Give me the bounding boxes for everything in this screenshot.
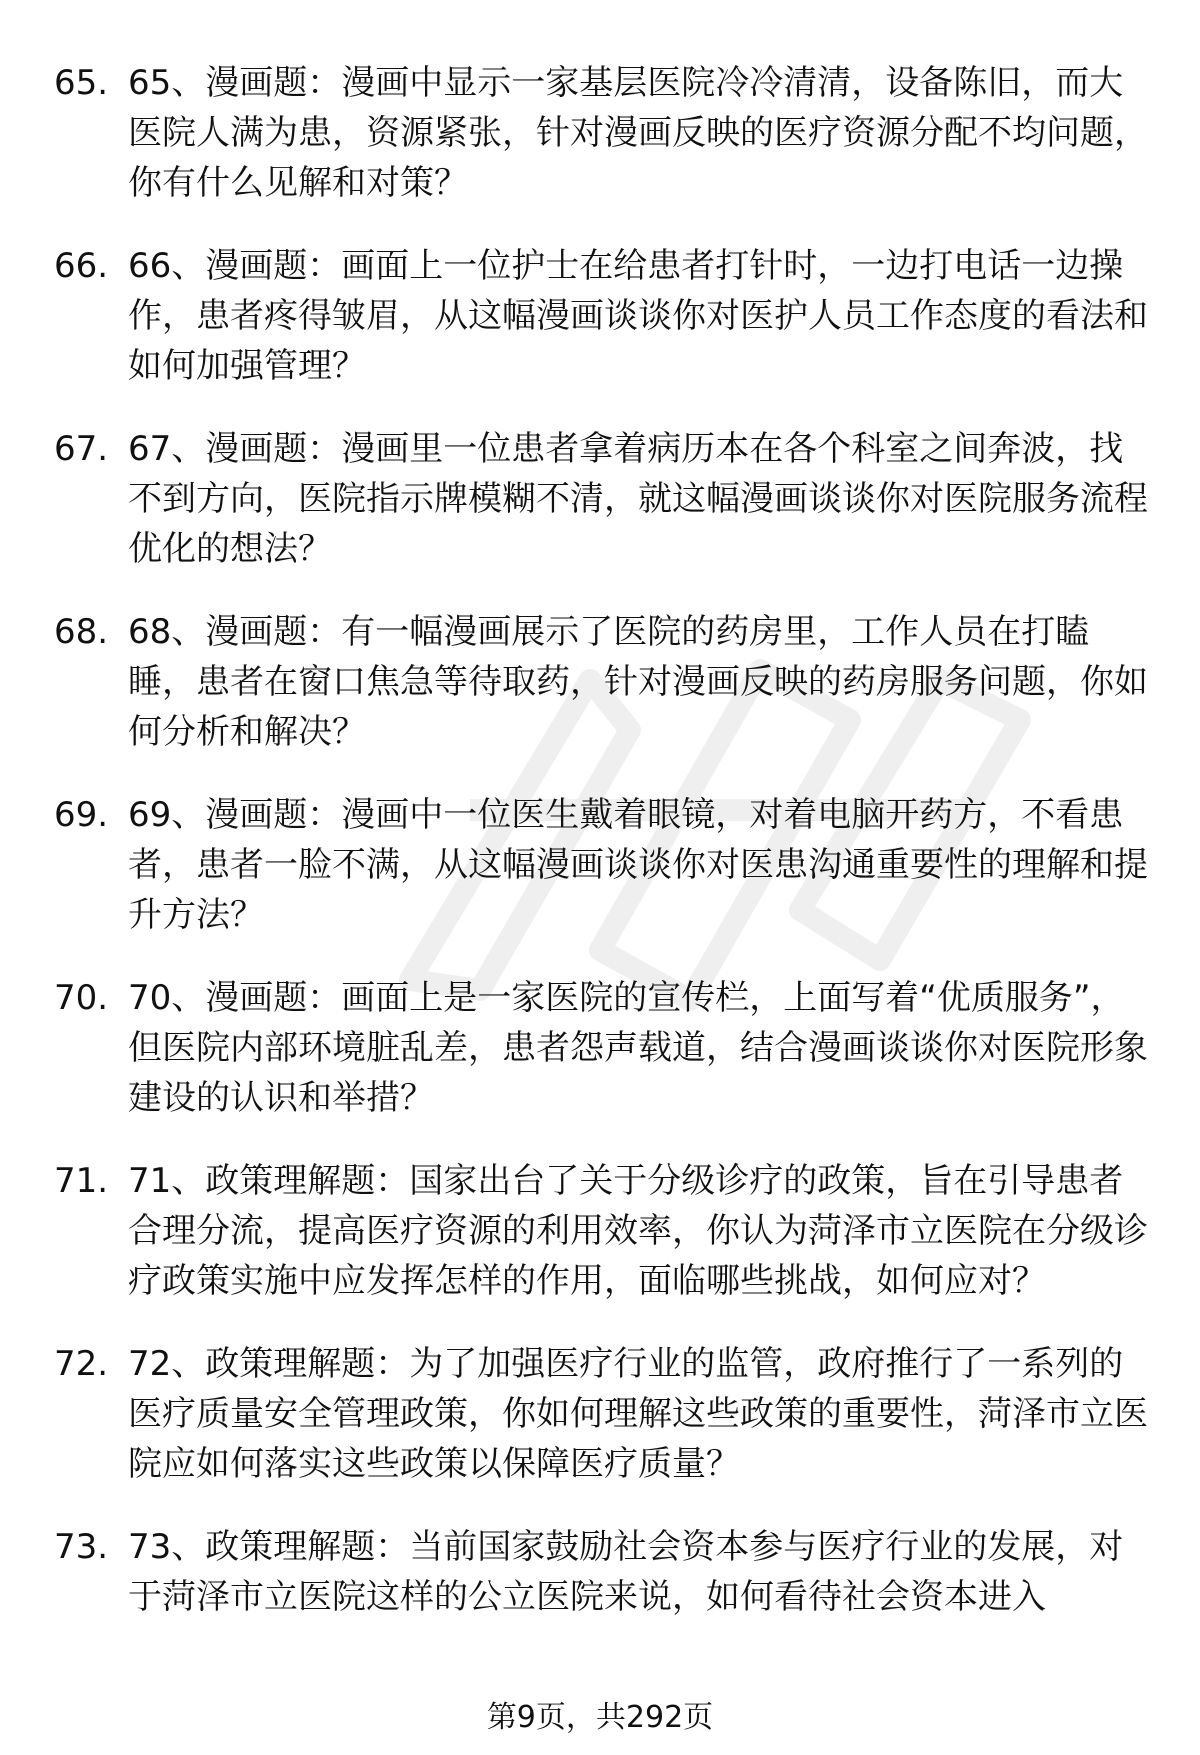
list-item <box>54 424 1154 574</box>
list-item <box>54 1339 1154 1489</box>
question-list <box>54 58 1154 1655</box>
question-number: 65. <box>54 63 109 103</box>
question-text: 69、漫画题：漫画中一位医生戴着眼镜，对着电脑开药方，不看患者，患者一脸不满，从这幅漫画谈谈你对医患沟通重要性的理解和提升方法？ <box>128 795 1148 935</box>
question-text: 68、漫画题：有一幅漫画展示了医院的药房里，工作人员在打瞌睡，患者在窗口焦急等待取药，针对漫画反映的药房服务问题，你如何分析和解决？ <box>128 612 1148 752</box>
question-number: 67. <box>54 429 109 469</box>
list-item <box>54 607 1154 757</box>
question-number: 68. <box>54 612 109 652</box>
list-item <box>54 58 1154 208</box>
question-text: 66、漫画题：画面上一位护士在给患者打针时，一边打电话一边操作，患者疼得皱眉，从这幅漫画谈谈你对医护人员工作态度的看法和如何加强管理？ <box>128 246 1148 386</box>
question-text: 70、漫画题：画面上是一家医院的宣传栏，上面写着“优质服务”，但医院内部环境脏乱差，患者怨声载道，结合漫画谈谈你对医院形象建设的认识和举措？ <box>128 978 1148 1118</box>
question-text: 71、政策理解题：国家出台了关于分级诊疗的政策，旨在引导患者合理分流，提高医疗资源的利用效率，你认为菏泽市立医院在分级诊疗政策实施中应发挥怎样的作用，面临哪些挑战，如何应对？ <box>128 1161 1148 1301</box>
question-number: 70. <box>54 978 109 1018</box>
question-text: 72、政策理解题：为了加强医疗行业的监管，政府推行了一系列的医疗质量安全管理政策，你如何理解这些政策的重要性，菏泽市立医院应如何落实这些政策以保障医疗质量？ <box>128 1344 1148 1484</box>
question-number: 72. <box>54 1344 109 1384</box>
list-item <box>54 973 1154 1123</box>
question-number: 71. <box>54 1161 109 1201</box>
page-number-label: 第9页，共292页 <box>486 1700 714 1735</box>
question-number: 66. <box>54 246 109 286</box>
question-text: 67、漫画题：漫画里一位患者拿着病历本在各个科室之间奔波，找不到方向，医院指示牌模糊不清，就这幅漫画谈谈你对医院服务流程优化的想法？ <box>128 429 1148 569</box>
page-footer <box>0 1698 1200 1738</box>
list-item <box>54 790 1154 940</box>
list-item <box>54 1522 1154 1622</box>
question-text: 73、政策理解题：当前国家鼓励社会资本参与医疗行业的发展，对于菏泽市立医院这样的公立医院来说，如何看待社会资本进入 <box>128 1527 1124 1617</box>
question-number: 69. <box>54 795 109 835</box>
list-item <box>54 241 1154 391</box>
question-number: 73. <box>54 1527 109 1567</box>
question-text: 65、漫画题：漫画中显示一家基层医院冷冷清清，设备陈旧，而大医院人满为患，资源紧张，针对漫画反映的医疗资源分配不均问题，你有什么见解和对策？ <box>128 63 1148 203</box>
list-item <box>54 1156 1154 1306</box>
